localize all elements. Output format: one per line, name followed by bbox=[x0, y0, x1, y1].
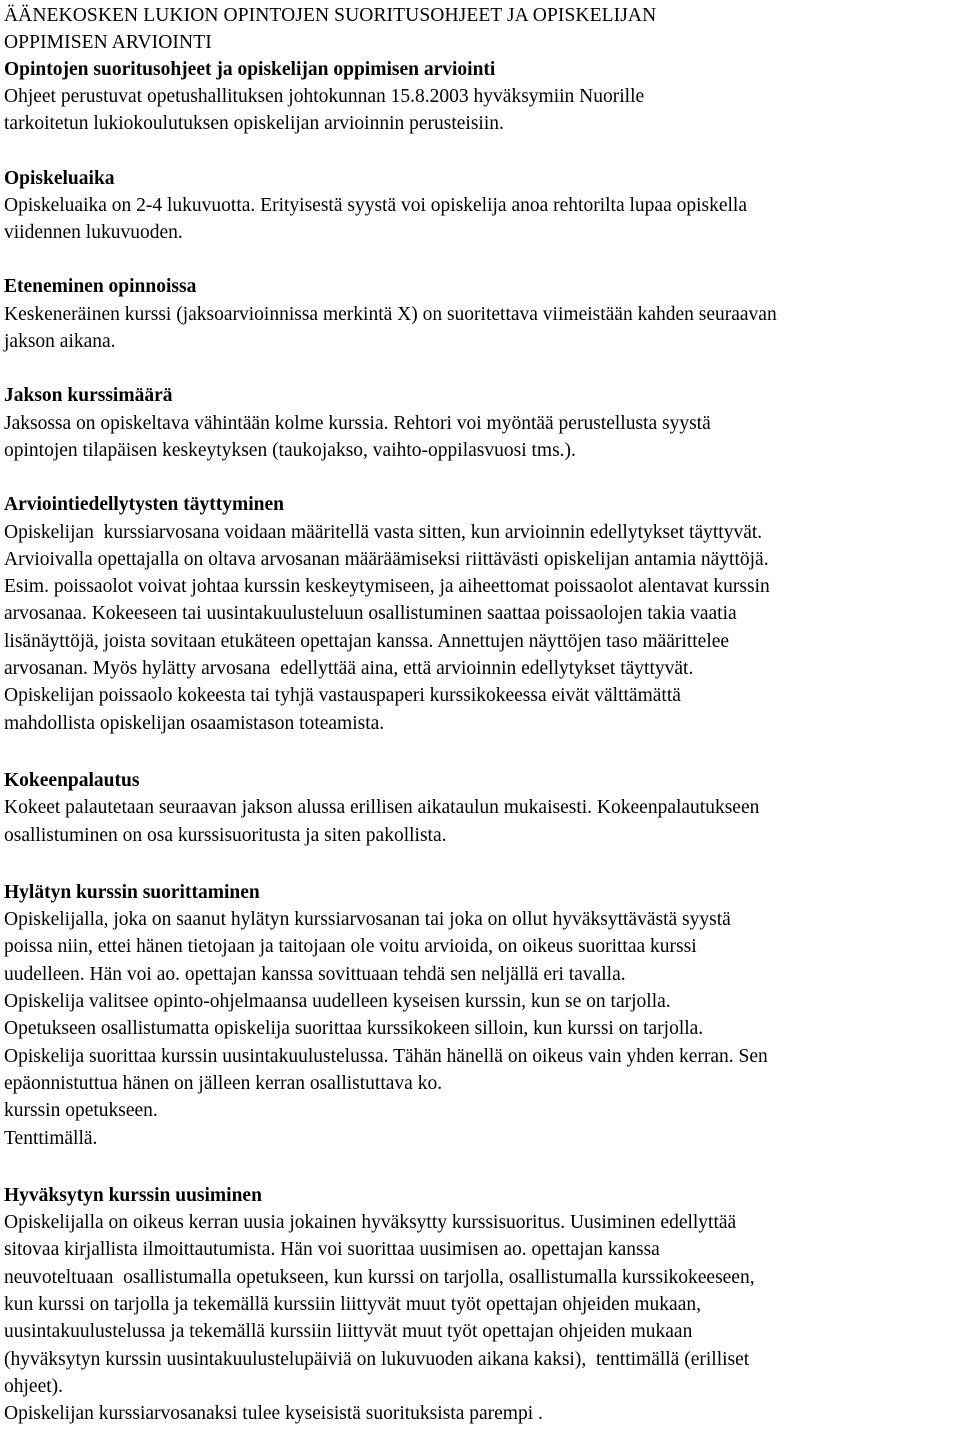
body-line: Esim. poissaolot voivat johtaa kurssin keskeytymiseen, ja aiheettomat poissaolot alentavat kurssin bbox=[4, 576, 770, 598]
section-heading: Hyväksytyn kurssin uusiminen bbox=[4, 1184, 262, 1206]
section-heading: Jakson kurssimäärä bbox=[4, 385, 173, 407]
body-line: osallistuminen on osa kurssisuoritusta ja siten pakollista. bbox=[4, 824, 447, 846]
body-line: lisänäyttöjä, joista sovitaan etukäteen opettajan kanssa. Annettujen näyttöjen taso määrittelee bbox=[4, 630, 730, 652]
intro-line: tarkoitetun lukiokoulutuksen opiskelijan arvioinnin perusteisiin. bbox=[4, 113, 504, 135]
document-title bbox=[4, 2, 958, 56]
body-line: Tenttimällä. bbox=[4, 1127, 98, 1149]
section-heading: Eteneminen opinnoissa bbox=[4, 276, 197, 298]
section-hyvaksytyn-kurssin-uusiminen bbox=[4, 1182, 958, 1428]
document-subtitle: Opintojen suoritusohjeet ja opiskelijan oppimisen arviointi bbox=[4, 59, 496, 80]
body-line: uudelleen. Hän voi ao. opettajan kanssa sovittuaan tehdä sen neljällä eri tavalla. bbox=[4, 963, 626, 985]
title-line: ÄÄNEKOSKEN LUKION OPINTOJEN SUORITUSOHJEET JA OPISKELIJAN bbox=[4, 5, 657, 26]
spacer bbox=[4, 355, 958, 382]
section-heading: Kokeenpalautus bbox=[4, 769, 140, 791]
body-line: Jaksossa on opiskeltava vähintään kolme kurssia. Rehtori voi myöntää perustellusta syystä bbox=[4, 412, 711, 434]
body-line: Opiskelija valitsee opinto-ohjelmaansa uudelleen kyseisen kurssin, kun se on tarjolla. bbox=[4, 991, 671, 1013]
title-line: OPPIMISEN ARVIOINTI bbox=[4, 32, 212, 53]
section-kokeenpalautus bbox=[4, 767, 958, 849]
section-eteneminen bbox=[4, 273, 958, 355]
spacer bbox=[4, 464, 958, 491]
section-body bbox=[4, 1209, 958, 1427]
body-line: arvosanan. Myös hylätty arvosana edellyttää aina, että arvioinnin edellytykset täyttyvät. bbox=[4, 658, 694, 680]
spacer bbox=[4, 246, 958, 273]
body-line: viidennen lukuvuoden. bbox=[4, 222, 183, 244]
body-line: mahdollista opiskelijan osaamistason toteamista. bbox=[4, 712, 385, 734]
body-line: Opiskelijalla on oikeus kerran uusia jokainen hyväksytty kurssisuoritus. Uusiminen edellyttää bbox=[4, 1212, 737, 1234]
body-line: Opiskelijan poissaolo kokeesta tai tyhjä vastauspaperi kurssikokeessa eivät välttämättä bbox=[4, 685, 681, 707]
body-line: poissa niin, ettei hänen tietojaan ja taitojaan ole voitu arvioida, on oikeus suorittaa kurssi bbox=[4, 936, 697, 958]
body-line: Opiskelijalla, joka on saanut hylätyn kurssiarvosanan tai joka on ollut hyväksyttävästä syystä bbox=[4, 909, 731, 931]
body-line: Keskeneräinen kurssi (jaksoarvioinnissa merkintä X) on suoritettava viimeistään kahden seuraavan bbox=[4, 303, 777, 325]
body-line: neuvoteltuaan osallistumalla opetukseen, kun kurssi on tarjolla, osallistumalla kurssikokeeseen, bbox=[4, 1266, 755, 1288]
body-line: (hyväksytyn kurssin uusintakuulustelupäiviä on lukuvuoden aikana kaksi), tenttimällä (erilliset bbox=[4, 1348, 750, 1370]
section-jakson-kurssimaara bbox=[4, 382, 958, 464]
section-heading: Arviointiedellytysten täyttyminen bbox=[4, 494, 285, 516]
body-line: opintojen tilapäisen keskeytyksen (taukojakso, vaihto-oppilasvuosi tms.). bbox=[4, 439, 576, 461]
section-body bbox=[4, 192, 958, 247]
section-hylatyn-kurssin-suorittaminen bbox=[4, 879, 958, 1152]
spacer bbox=[4, 849, 958, 879]
spacer bbox=[4, 737, 958, 767]
section-body bbox=[4, 906, 958, 1152]
body-line: jakson aikana. bbox=[4, 331, 116, 353]
section-body bbox=[4, 301, 958, 356]
body-line: kurssin opetukseen. bbox=[4, 1100, 158, 1122]
document-page bbox=[4, 2, 958, 1427]
intro-paragraph bbox=[4, 83, 958, 138]
section-body bbox=[4, 519, 958, 737]
section-opiskeluaika bbox=[4, 165, 958, 247]
section-heading: Hylätyn kurssin suorittaminen bbox=[4, 881, 260, 903]
body-line: epäonnistuttua hänen on jälleen kerran osallistuttava ko. bbox=[4, 1072, 443, 1094]
body-line: kun kurssi on tarjolla ja tekemällä kurssiin liittyvät muut työt opettajan ohjeiden mukaan, bbox=[4, 1293, 701, 1315]
body-line: Opiskeluaika on 2-4 lukuvuotta. Erityisestä syystä voi opiskelija anoa rehtorilta lupaa opiskella bbox=[4, 194, 747, 216]
body-line: Opiskelijan kurssiarvosanaksi tulee kyseisistä suorituksista parempi . bbox=[4, 1403, 543, 1425]
body-line: uusintakuulustelussa ja tekemällä kurssiin liittyvät muut työt opettajan ohjeiden mukaan bbox=[4, 1321, 693, 1343]
body-line: sitovaa kirjallista ilmoittautumista. Hän voi suorittaa uusimisen ao. opettajan kanssa bbox=[4, 1239, 660, 1261]
section-heading: Opiskeluaika bbox=[4, 167, 115, 189]
body-line: Kokeet palautetaan seuraavan jakson alussa erillisen aikataulun mukaisesti. Kokeenpalautukseen bbox=[4, 797, 760, 819]
body-line: arvosanaa. Kokeeseen tai uusintakuulusteluun osallistuminen saattaa poissaolojen takia vaatia bbox=[4, 603, 737, 625]
body-line: ohjeet). bbox=[4, 1375, 64, 1397]
body-line: Opetukseen osallistumatta opiskelija suorittaa kurssikokeen silloin, kun kurssi on tarjolla. bbox=[4, 1018, 704, 1040]
spacer bbox=[4, 1152, 958, 1182]
section-arviointiedellytykset bbox=[4, 491, 958, 737]
spacer bbox=[4, 138, 958, 165]
body-line: Opiskelijan kurssiarvosana voidaan määritellä vasta sitten, kun arvioinnin edellytykset täyttyvät. bbox=[4, 521, 763, 543]
body-line: Opiskelija suorittaa kurssin uusintakuulustelussa. Tähän hänellä on oikeus vain yhden kerran. Sen bbox=[4, 1045, 768, 1067]
section-body bbox=[4, 410, 958, 465]
body-line: Arvioivalla opettajalla on oltava arvosanan määräämiseksi riittävästi opiskelijan antamia näyttöjä. bbox=[4, 548, 769, 570]
section-body bbox=[4, 794, 958, 849]
intro-line: Ohjeet perustuvat opetushallituksen johtokunnan 15.8.2003 hyväksymiin Nuorille bbox=[4, 86, 645, 107]
